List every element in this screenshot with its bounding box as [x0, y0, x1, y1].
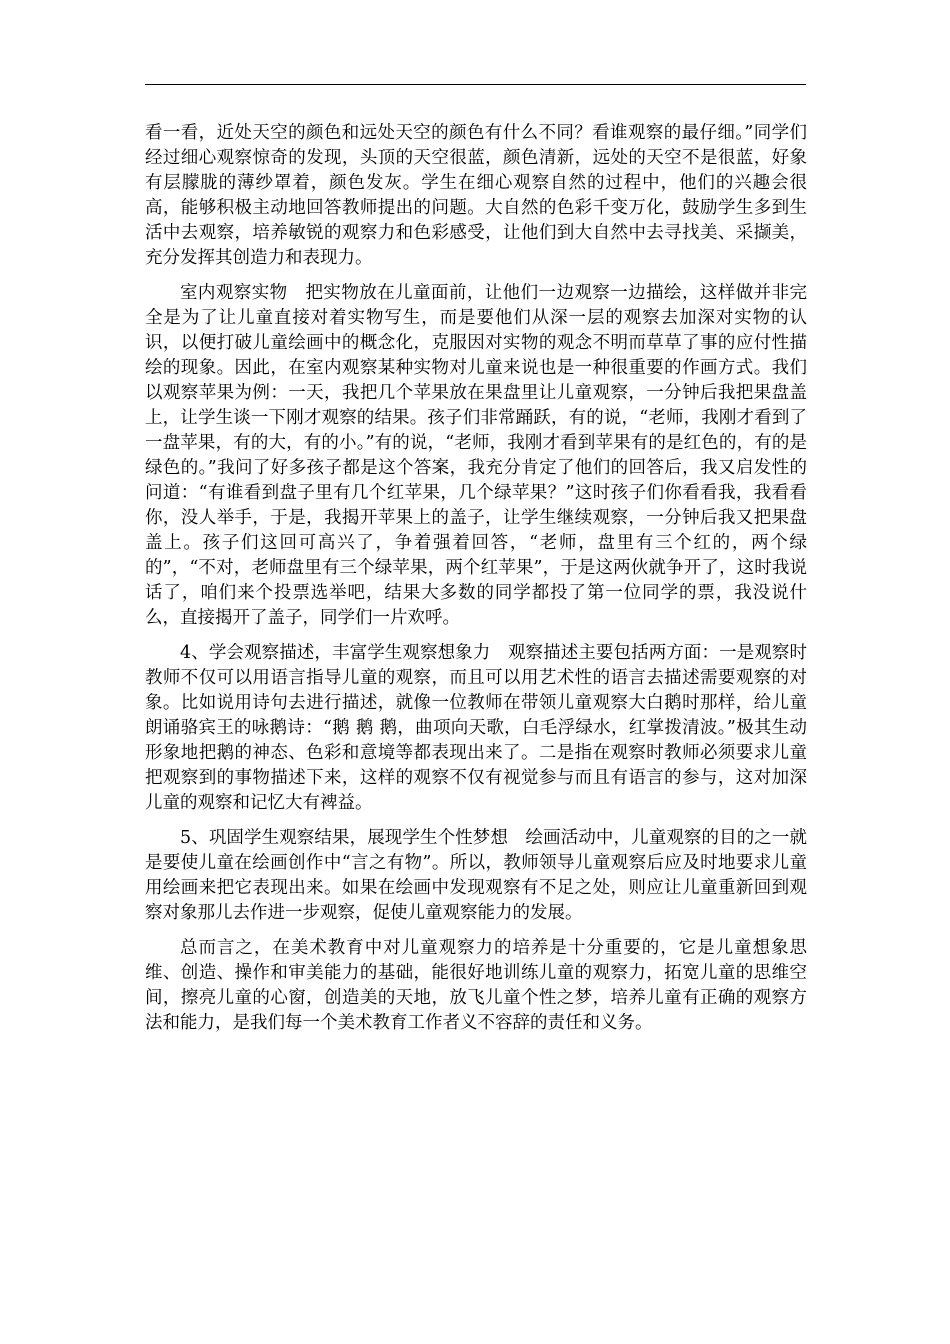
paragraph-5: 总而言之，在美术教育中对儿童观察力的培养是十分重要的，它是儿童想象思维、创造、操作和审美能力的基础，能很好地训练儿童的观察力，拓宽儿童的思维空间，擦亮儿童的心窗，创造美的天地，放飞儿童个性之梦，培养儿童有正确的观察方法和能力，是我们每一个美术教育工作者义不容辞的责任和义务。 — [145, 938, 807, 1033]
document-body — [145, 121, 807, 1046]
paragraph-1: 看一看，近处天空的颜色和远处天空的颜色有什么不同？看谁观察的最仔细。”同学们经过细心观察惊奇的发现，头顶的天空很蓝，颜色清新，远处的天空不是很蓝，好象有层朦胧的薄纱罩着，颜色发灰。学生在细心观察自然的过程中，他们的兴趣会很高，能够积极主动地回答教师提出的问题。大自然的色彩千变万化，鼓励学生多到生活中去观察，培养敏锐的观察力和色彩感受，让他们到大自然中去寻找美、采撷美，充分发挥其创造力和表现力。 — [145, 123, 807, 268]
paragraph-4: 5、巩固学生观察结果，展现学生个性梦想 绘画活动中，儿童观察的目的之一就是要使儿童在绘画创作中“言之有物”。所以，教师领导儿童观察后应及时地要求儿童用绘画来把它表现出来。如果在绘画中发现观察有不足之处，则应让儿童重新回到观察对象那儿去作进一步观察，促使儿童观察能力的发展。 — [145, 828, 807, 923]
header-rule — [145, 84, 806, 85]
paragraph-3: 4、学会观察描述，丰富学生观察想象力 观察描述主要包括两方面：一是观察时教师不仅可以用语言指导儿童的观察，而且可以用艺术性的语言去描述需要观察的对象。比如说用诗句去进行描述，就像一位教师在带领儿童观察大白鹅时那样，给儿童朗诵骆宾王的咏鹅诗：“鹅 鹅 鹅，曲项向天歌，白毛浮绿水，红掌拨清波。”极其生动形象地把鹅的神态、色彩和意境等都表现出来了。二是指在观察时教师必须要求儿童把观察到的事物描述下来，这样的观察不仅有视觉参与而且有语言的参与，这对加深儿童的观察和记忆大有裨益。 — [145, 643, 807, 813]
paragraph-2: 室内观察实物 把实物放在儿童面前，让他们一边观察一边描绘，这样做并非完全是为了让儿童直接对着实物写生，而是要他们从深一层的观察去加深对实物的认识，以便打破儿童绘画中的概念化，克服因对实物的观念不明而草草了事的应付性描绘的现象。因此，在室内观察某种实物对儿童来说也是一种很重要的作画方式。我们以观察苹果为例：一天，我把几个苹果放在果盘里让儿童观察，一分钟后我把果盘盖上，让学生谈一下刚才观察的结果。孩子们非常踊跃，有的说，“老师，我刚才看到了一盘苹果，有的大，有的小。”有的说，“老师，我刚才看到苹果有的是红色的，有的是绿色的。”我问了好多孩子都是这个答案，我充分肯定了他们的回答后，我又启发性的问道：“有谁看到盘子里有几个红苹果，几个绿苹果？”这时孩子们你看看我，我看看你，没人举手，于是，我揭开苹果上的盖子，让学生继续观察，一分钟后我又把果盘盖上。孩子们这回可高兴了，争着强着回答，“老师，盘里有三个红的，两个绿的”，“不对，老师盘里有三个绿苹果，两个红苹果”，于是这两伙就争开了，这时我说话了，咱们来个投票选举吧，结果大多数的同学都投了第一位同学的票，我没说什么，直接揭开了盖子，同学们一片欢呼。 — [145, 283, 807, 628]
